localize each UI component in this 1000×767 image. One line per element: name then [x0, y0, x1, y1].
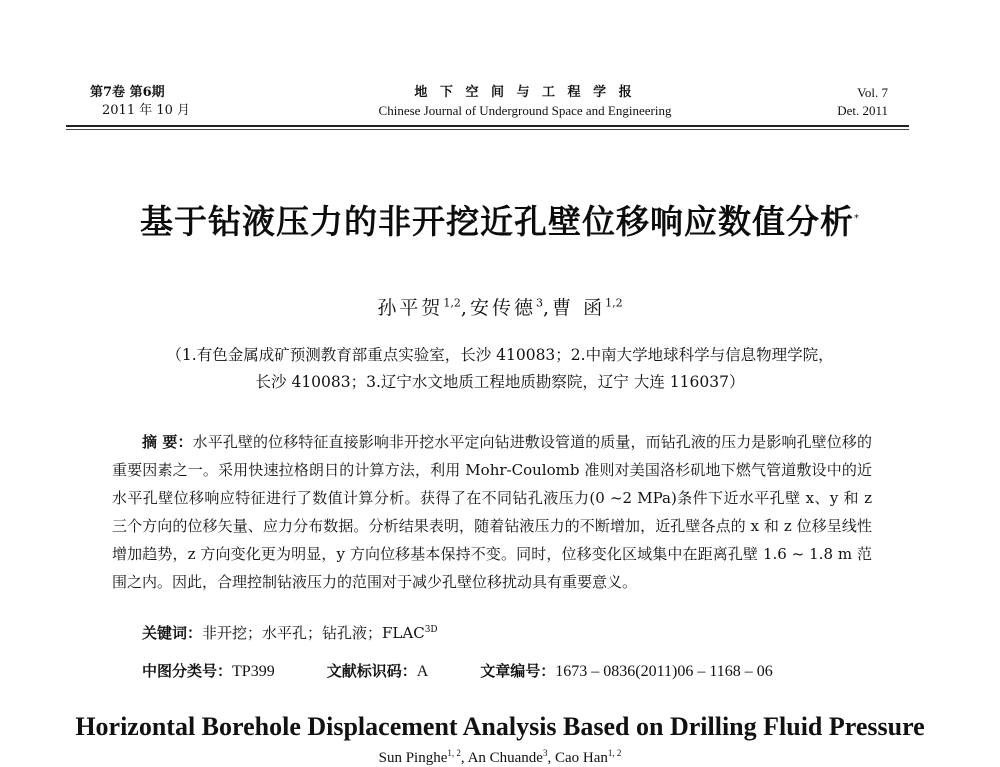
classification-line — [142, 660, 773, 681]
doc-code-value: A — [416, 663, 429, 680]
author-separator: , — [460, 297, 470, 319]
english-title: Horizontal Borehole Displacement Analysis Based on Drilling Fluid Pressure — [75, 712, 925, 741]
author-affil-sup: 3 — [535, 296, 543, 310]
journal-name-cn: 地 下 空 间 与 工 程 学 报 — [414, 85, 636, 100]
journal-name-en: Chinese Journal of Underground Space and Engineering — [378, 103, 672, 118]
keywords-sup: 3D — [424, 625, 438, 635]
keywords-label: 关键词： — [142, 624, 203, 642]
author-affil-sup: 1,2 — [443, 296, 461, 310]
affiliation-line: （1.有色金属成矿预测教育部重点实验室，长沙 410083；2.中南大学地球科学与信息物理学院， — [166, 346, 834, 364]
header-left — [90, 84, 190, 120]
abstract-label: 摘 要： — [142, 433, 193, 451]
english-author-sup: 1, 2 — [607, 748, 622, 758]
keywords — [142, 622, 438, 643]
author-separator: , — [542, 297, 553, 319]
english-author-sup: 1, 2 — [447, 748, 461, 758]
article-number-value: 1673 – 0836(2011)06 – 1168 – 06 — [555, 663, 773, 680]
volume-en: Vol. 7 — [857, 85, 888, 100]
author-affil-sup: 1,2 — [605, 296, 623, 310]
english-author-list: Sun Pinghe$^{1, 2}$, An Chuande$^3$, Cao Han$^{1, 2}$ — [378, 748, 622, 766]
header-right — [837, 84, 888, 120]
header-rule-thick — [66, 125, 909, 127]
affiliations — [70, 342, 930, 396]
abstract — [112, 428, 872, 596]
english-author-name: Cao Han — [554, 750, 608, 766]
author-name: 孙平贺 — [377, 297, 444, 319]
clc-label: 中图分类号： — [142, 662, 233, 680]
english-author-name: An Chuande — [467, 750, 543, 766]
english-author-name: Sun Pinghe — [378, 750, 448, 766]
clc-value: TP399 — [232, 663, 275, 680]
doc-code-label: 文献标识码： — [326, 662, 417, 680]
header-center — [300, 84, 750, 120]
author-list — [0, 293, 1000, 320]
article-number-label: 文章编号： — [480, 662, 556, 680]
volume-issue: 第7卷 第6期 — [90, 85, 165, 100]
paper-title-text: 基于钻液压力的非开挖近孔壁位移响应数值分析 — [140, 202, 854, 241]
author-name: 曹 函 — [552, 297, 606, 319]
header-rule-thin — [66, 129, 909, 130]
affiliation-line: 长沙 410083；3.辽宁水文地质工程地质勘察院，辽宁 大连 116037） — [255, 373, 745, 391]
title-footnote-mark: * — [854, 213, 860, 224]
english-author-sup: 3 — [542, 748, 548, 758]
abstract-text: 水平孔壁的位移特征直接影响非开挖水平定向钻进敷设管道的质量，而钻孔液的压力是影响孔壁位移的重要因素之一。采用快速拉格朗日的计算方法，利用 Mohr-Coulomb 准则对美国洛杉矶地下燃气管道敷设中的近水平孔壁位移响应特征进行了数值计算分析。获得了在不同钻孔液压力(0 ~2 MPa)条件下近水平孔壁 x、y 和 z 三个方向的位移矢量、应力分布数据。分析结果表明，随着钻液压力的不断增加，近孔壁各点的 x 和 z 位移呈线性增加趋势，z 方向变化更为明显，y 方向位移基本保持不变。同时，位移变化区域集中在距离孔壁 1.6 ~ 1.8 m 范围之内。因此，合理控制钻液压力的范围对于减少孔壁位移扰动具有重要意义。 — [112, 433, 872, 591]
issue-date-en: Det. 2011 — [837, 103, 888, 118]
issue-date-cn: 2011 年 10 月 — [102, 103, 191, 118]
keywords-text: 非开挖；水平孔；钻孔液；FLAC — [202, 624, 425, 642]
author-name: 安传德 — [469, 297, 536, 319]
paper-title — [40, 196, 960, 243]
